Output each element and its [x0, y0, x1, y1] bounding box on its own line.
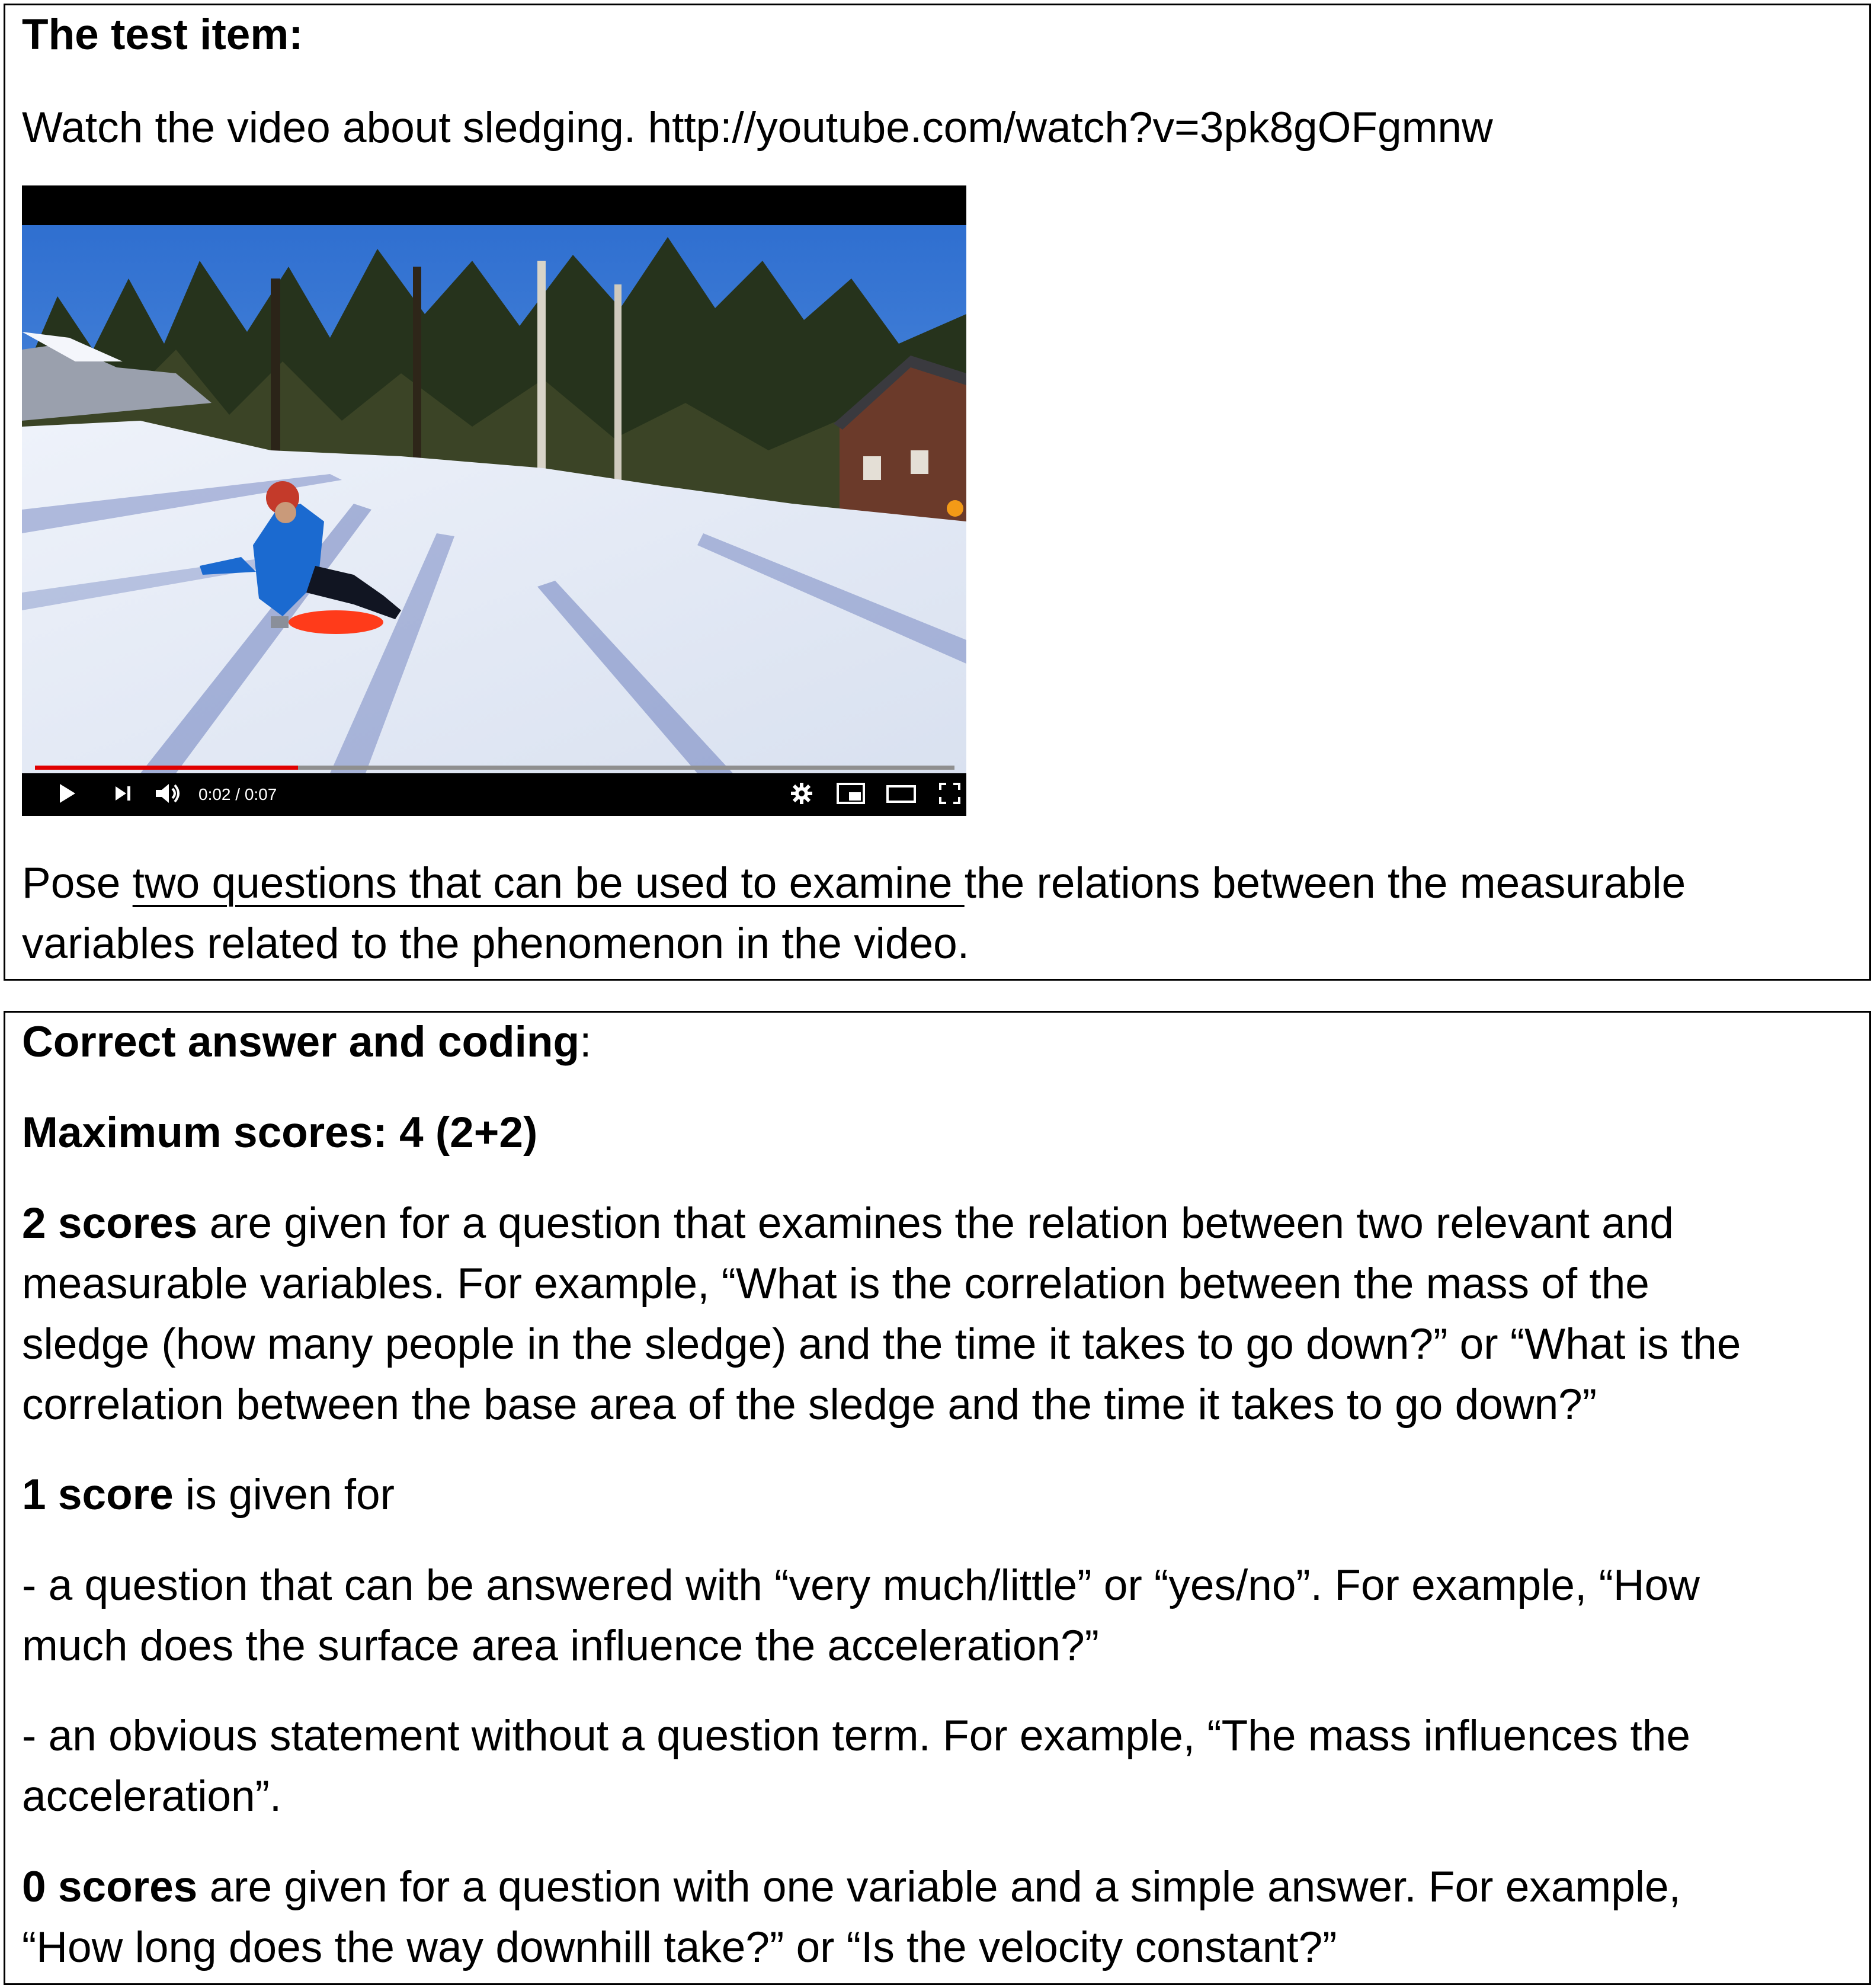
one-score-text: is given for — [173, 1471, 395, 1519]
one-score-item1-line2: much does the surface area influence the acceleration?” — [22, 1622, 1099, 1670]
play-icon[interactable] — [55, 782, 79, 805]
video-frame[interactable] — [22, 225, 966, 773]
two-scores-label: 2 scores — [22, 1199, 198, 1247]
volume-icon[interactable] — [153, 782, 183, 805]
progress-bar[interactable] — [35, 766, 954, 770]
video-player[interactable] — [22, 185, 966, 816]
prompt-underlined-text: two questions that can be used to examine — [132, 859, 965, 907]
prompt-text-after: the relations between the measurable — [964, 859, 1686, 907]
one-score-item1-line1: - a question that can be answered with “very much/little” or “yes/no”. For example, “How — [22, 1561, 1700, 1609]
player-controls — [22, 773, 966, 816]
prompt-text-before: Pose — [22, 859, 133, 907]
test-item-heading: The test item: — [22, 11, 303, 59]
coding-heading — [22, 1012, 591, 1073]
fullscreen-icon[interactable] — [938, 782, 962, 805]
one-score-item2-line2: acceleration”. — [22, 1772, 282, 1820]
one-score-line — [22, 1465, 395, 1525]
time-display: 0:02 / 0:07 — [198, 785, 277, 803]
miniplayer-icon[interactable] — [836, 782, 866, 805]
two-scores-line3: sledge (how many people in the sledge) and the time it takes to go down?” or “What is the — [22, 1320, 1741, 1368]
coding-heading-text: Correct answer and coding — [22, 1018, 580, 1066]
settings-icon[interactable] — [790, 782, 813, 805]
video-instruction: Watch the video about sledging. http://youtube.com/watch?v=3pk8gOFgmnw — [22, 104, 1493, 152]
two-scores-line2: measurable variables. For example, “What is the correlation between the mass of the — [22, 1260, 1649, 1308]
progress-fill — [35, 766, 298, 770]
theater-icon[interactable] — [886, 782, 917, 805]
one-score-label: 1 score — [22, 1471, 174, 1519]
two-scores-line1 — [22, 1193, 1674, 1254]
zero-scores-label: 0 scores — [22, 1863, 198, 1911]
max-scores: Maximum scores: 4 (2+2) — [22, 1109, 538, 1157]
two-scores-line4: correlation between the base area of the sledge and the time it takes to go down?” — [22, 1381, 1597, 1429]
two-scores-text: are given for a question that examines the relation between two relevant and — [197, 1199, 1674, 1247]
task-prompt-line2: variables related to the phenomenon in the video. — [22, 920, 969, 968]
zero-scores-text: are given for a question with one variable and a simple answer. For example, — [197, 1863, 1681, 1911]
zero-scores-line1 — [22, 1857, 1681, 1917]
coding-heading-colon: : — [579, 1018, 592, 1066]
zero-scores-line2: “How long does the way downhill take?” or “Is the velocity constant?” — [22, 1923, 1337, 1971]
task-prompt-line1 — [22, 853, 1686, 914]
next-icon[interactable] — [111, 782, 134, 805]
one-score-item2-line1: - an obvious statement without a question term. For example, “The mass influences the — [22, 1712, 1690, 1760]
